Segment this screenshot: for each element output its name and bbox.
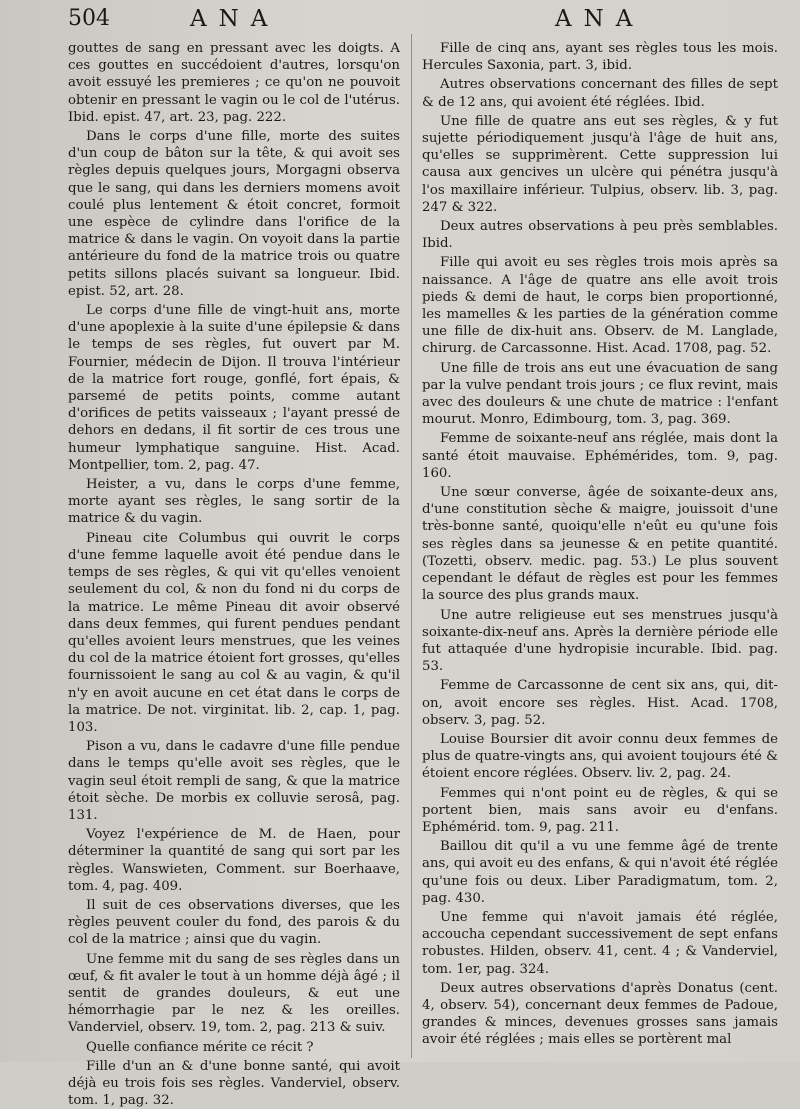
paragraph: Une femme mit du sang de ses règles dans un œuf, & fit avaler le tout à un homme déjà âgé ; il sentit de grandes douleurs, & eut une hémorrhagie par le nez & les oreilles. Vanderviel, observ. 19, tom. 2, pag. 213 & suiv. bbox=[68, 951, 400, 1036]
paragraph: Fille qui avoit eu ses règles trois mois après sa naissance. A l'âge de quatre ans elle avoit trois pieds & demi de haut, le corps bien proportionné, les mamelles & les parties de la génération comme une fille de dix-huit ans. Observ. de M. Langlade, chirurg. de Carcassonne. Hist. Acad. 1708, pag. 52. bbox=[422, 255, 778, 357]
paragraph: Une autre religieuse eut ses menstrues jusqu'à soixante-dix-neuf ans. Après la dernière période elle fut attaquée d'une hydropisie incurable. Ibid. pag. 53. bbox=[422, 607, 778, 675]
page-number: 504 bbox=[68, 6, 110, 31]
paragraph: Le corps d'une fille de vingt-huit ans, morte d'une apoplexie à la suite d'une épilepsie & dans le temps de ses règles, fut ouvert par M. Fournier, médecin de Dijon. Il trouva l'intérieur de la matrice fort rouge, gonflé, fort épais, & parsemé de petits points, comme autant d'orifices de petits vaisseaux ; l'ayant pressé de dehors en dedans, il fit sortir de ces trous une humeur lymphatique sanguine. Hist. Acad. Montpellier, tom. 2, pag. 47. bbox=[68, 303, 400, 473]
paragraph: Quelle confiance mérite ce récit ? bbox=[86, 1039, 314, 1055]
right-column bbox=[422, 40, 778, 1058]
page-header bbox=[0, 4, 800, 38]
paragraph: Pison a vu, dans le cadavre d'une fille pendue dans le temps qu'elle avoit ses règles, que le vagin seul étoit rempli de sang, & que la matrice étoit sèche. De morbis ex colluvie serosâ, pag. 131. bbox=[68, 739, 400, 823]
paragraph: Deux autres observations à peu près semblables. Ibid. bbox=[422, 219, 778, 252]
running-head-right: ANA bbox=[555, 6, 645, 32]
paragraph: Fille de cinq ans, ayant ses règles tous les mois. Hercules Saxonia, part. 3, ibid. bbox=[422, 41, 778, 74]
running-head-left: ANA bbox=[190, 6, 280, 32]
paragraph: Pineau cite Columbus qui ouvrit le corps d'une femme laquelle avoit été pendue dans le temps de ses règles, & qui vit qu'elles venoient seulement du col, & non du fond ni du corps de la matrice. Le même Pineau dit avoir observé dans deux femmes, qui furent pendues pendant qu'elles avoient leurs menstrues, que les veines du col de la matrice étoient fort grosses, qu'elles fournissoient le sang au col & au vagin, & qu'il n'y en avoit aucune en cet état dans le corps de la matrice. De not. virginitat. lib. 2, cap. 1, pag. 103. bbox=[68, 530, 400, 735]
paragraph: Fille d'un an & d'une bonne santé, qui avoit déjà eu trois fois ses règles. Vanderviel, observ. tom. 1, pag. 32. bbox=[68, 1058, 400, 1109]
paragraph: Femmes qui n'ont point eu de règles, & qui se portent bien, mais sans avoir eu d'enfans. Ephémérid. tom. 9, pag. 211. bbox=[422, 785, 778, 835]
paragraph: Femme de soixante-neuf ans réglée, mais dont la santé étoit mauvaise. Ephémérides, tom. 9, pag. 160. bbox=[422, 431, 778, 481]
paragraph: Autres observations concernant des filles de sept & de 12 ans, qui avoient été réglées. Ibid. bbox=[422, 77, 778, 110]
paragraph: Baillou dit qu'il a vu une femme âgé de trente ans, qui avoit eu des enfans, & qui n'avoit été réglée qu'une fois ou deux. Liber Paradigmatum, tom. 2, pag. 430. bbox=[422, 839, 778, 906]
paragraph: Une fille de trois ans eut une évacuation de sang par la vulve pendant trois jours ; ce flux revint, mais avec des douleurs & une chute de matrice : l'enfant mourut. Monro, Edimbourg, tom. 3, pag. 369. bbox=[422, 360, 778, 428]
paragraph: Une femme qui n'avoit jamais été réglée, accoucha cependant successivement de sept enfans robustes. Hilden, observ. 41, cent. 4 ; & Vanderviel, tom. 1er, pag. 324. bbox=[422, 909, 778, 977]
column-divider bbox=[411, 34, 412, 1058]
paragraph: Une fille de quatre ans eut ses règles, & y fut sujette périodiquement jusqu'à l'âge de huit ans, qu'elles se supprimèrent. Cette suppression lui causa aux gencives un ulcère qui pénétra jusqu'à l'os maxillaire inférieur. Tulpius, observ. lib. 3, pag. 247 & 322. bbox=[422, 113, 778, 215]
paragraph: Il suit de ces observations diverses, que les règles peuvent couler du fond, des parois & du col de la matrice ; ainsi que du vagin. bbox=[68, 897, 400, 948]
paragraph: Femme de Carcassonne de cent six ans, qui, dit-on, avoit encore ses règles. Hist. Acad. 1708, observ. 3, pag. 52. bbox=[422, 678, 778, 728]
paragraph: Une sœur converse, âgée de soixante-deux ans, d'une constitution sèche & maigre, jouissoit d'une très-bonne santé, quoiqu'elle n'eût eu qu'une fois ses règles dans sa jeunesse & en petite quantité. (Tozetti, observ. medic. pag. 53.) Le plus souvent cependant le défaut de règles est pour les femmes la source des plus grands maux. bbox=[422, 485, 778, 604]
paragraph: gouttes de sang en pressant avec les doigts. A ces gouttes en succédoient d'autres, lorsqu'on avoit essuyé les premieres ; ce qu'on ne pouvoit obtenir en pressant le vagin ou le col de l'utérus. Ibid. epist. 47, art. 23, pag. 222. bbox=[68, 41, 400, 125]
paragraph: Louise Boursier dit avoir connu deux femmes de plus de quatre-vingts ans, qui avoient toujours été & étoient encore réglées. Observ. liv. 2, pag. 24. bbox=[422, 731, 778, 782]
paragraph: Deux autres observations d'après Donatus (cent. 4, observ. 54), concernant deux femmes de Padoue, grandes & minces, devenues grosses sans jamais avoir été réglées ; mais elles se portèrent mal bbox=[422, 980, 778, 1048]
paragraph: Heister, a vu, dans le corps d'une femme, morte ayant ses règles, le sang sortir de la matrice & du vagin. bbox=[68, 477, 400, 527]
paragraph: Voyez l'expérience de M. de Haen, pour déterminer la quantité de sang qui sort par les règles. Wanswieten, Comment. sur Boerhaave, tom. 4, pag. 409. bbox=[68, 827, 400, 894]
paragraph: Dans le corps d'une fille, morte des suites d'un coup de bâton sur la tête, & qui avoit ses règles depuis quelques jours, Morgagni observa que le sang, qui dans les derniers momens avoit coulé plus lentement & étoit concret, formoit une espèce de cylindre dans l'orifice de la matrice & dans le vagin. On voyoit dans la partie antérieure du fond de la matrice trois ou quatre petits sillons placés suivant sa longueur. Ibid. epist. 52, art. 28. bbox=[68, 129, 400, 299]
left-column bbox=[68, 40, 400, 1109]
